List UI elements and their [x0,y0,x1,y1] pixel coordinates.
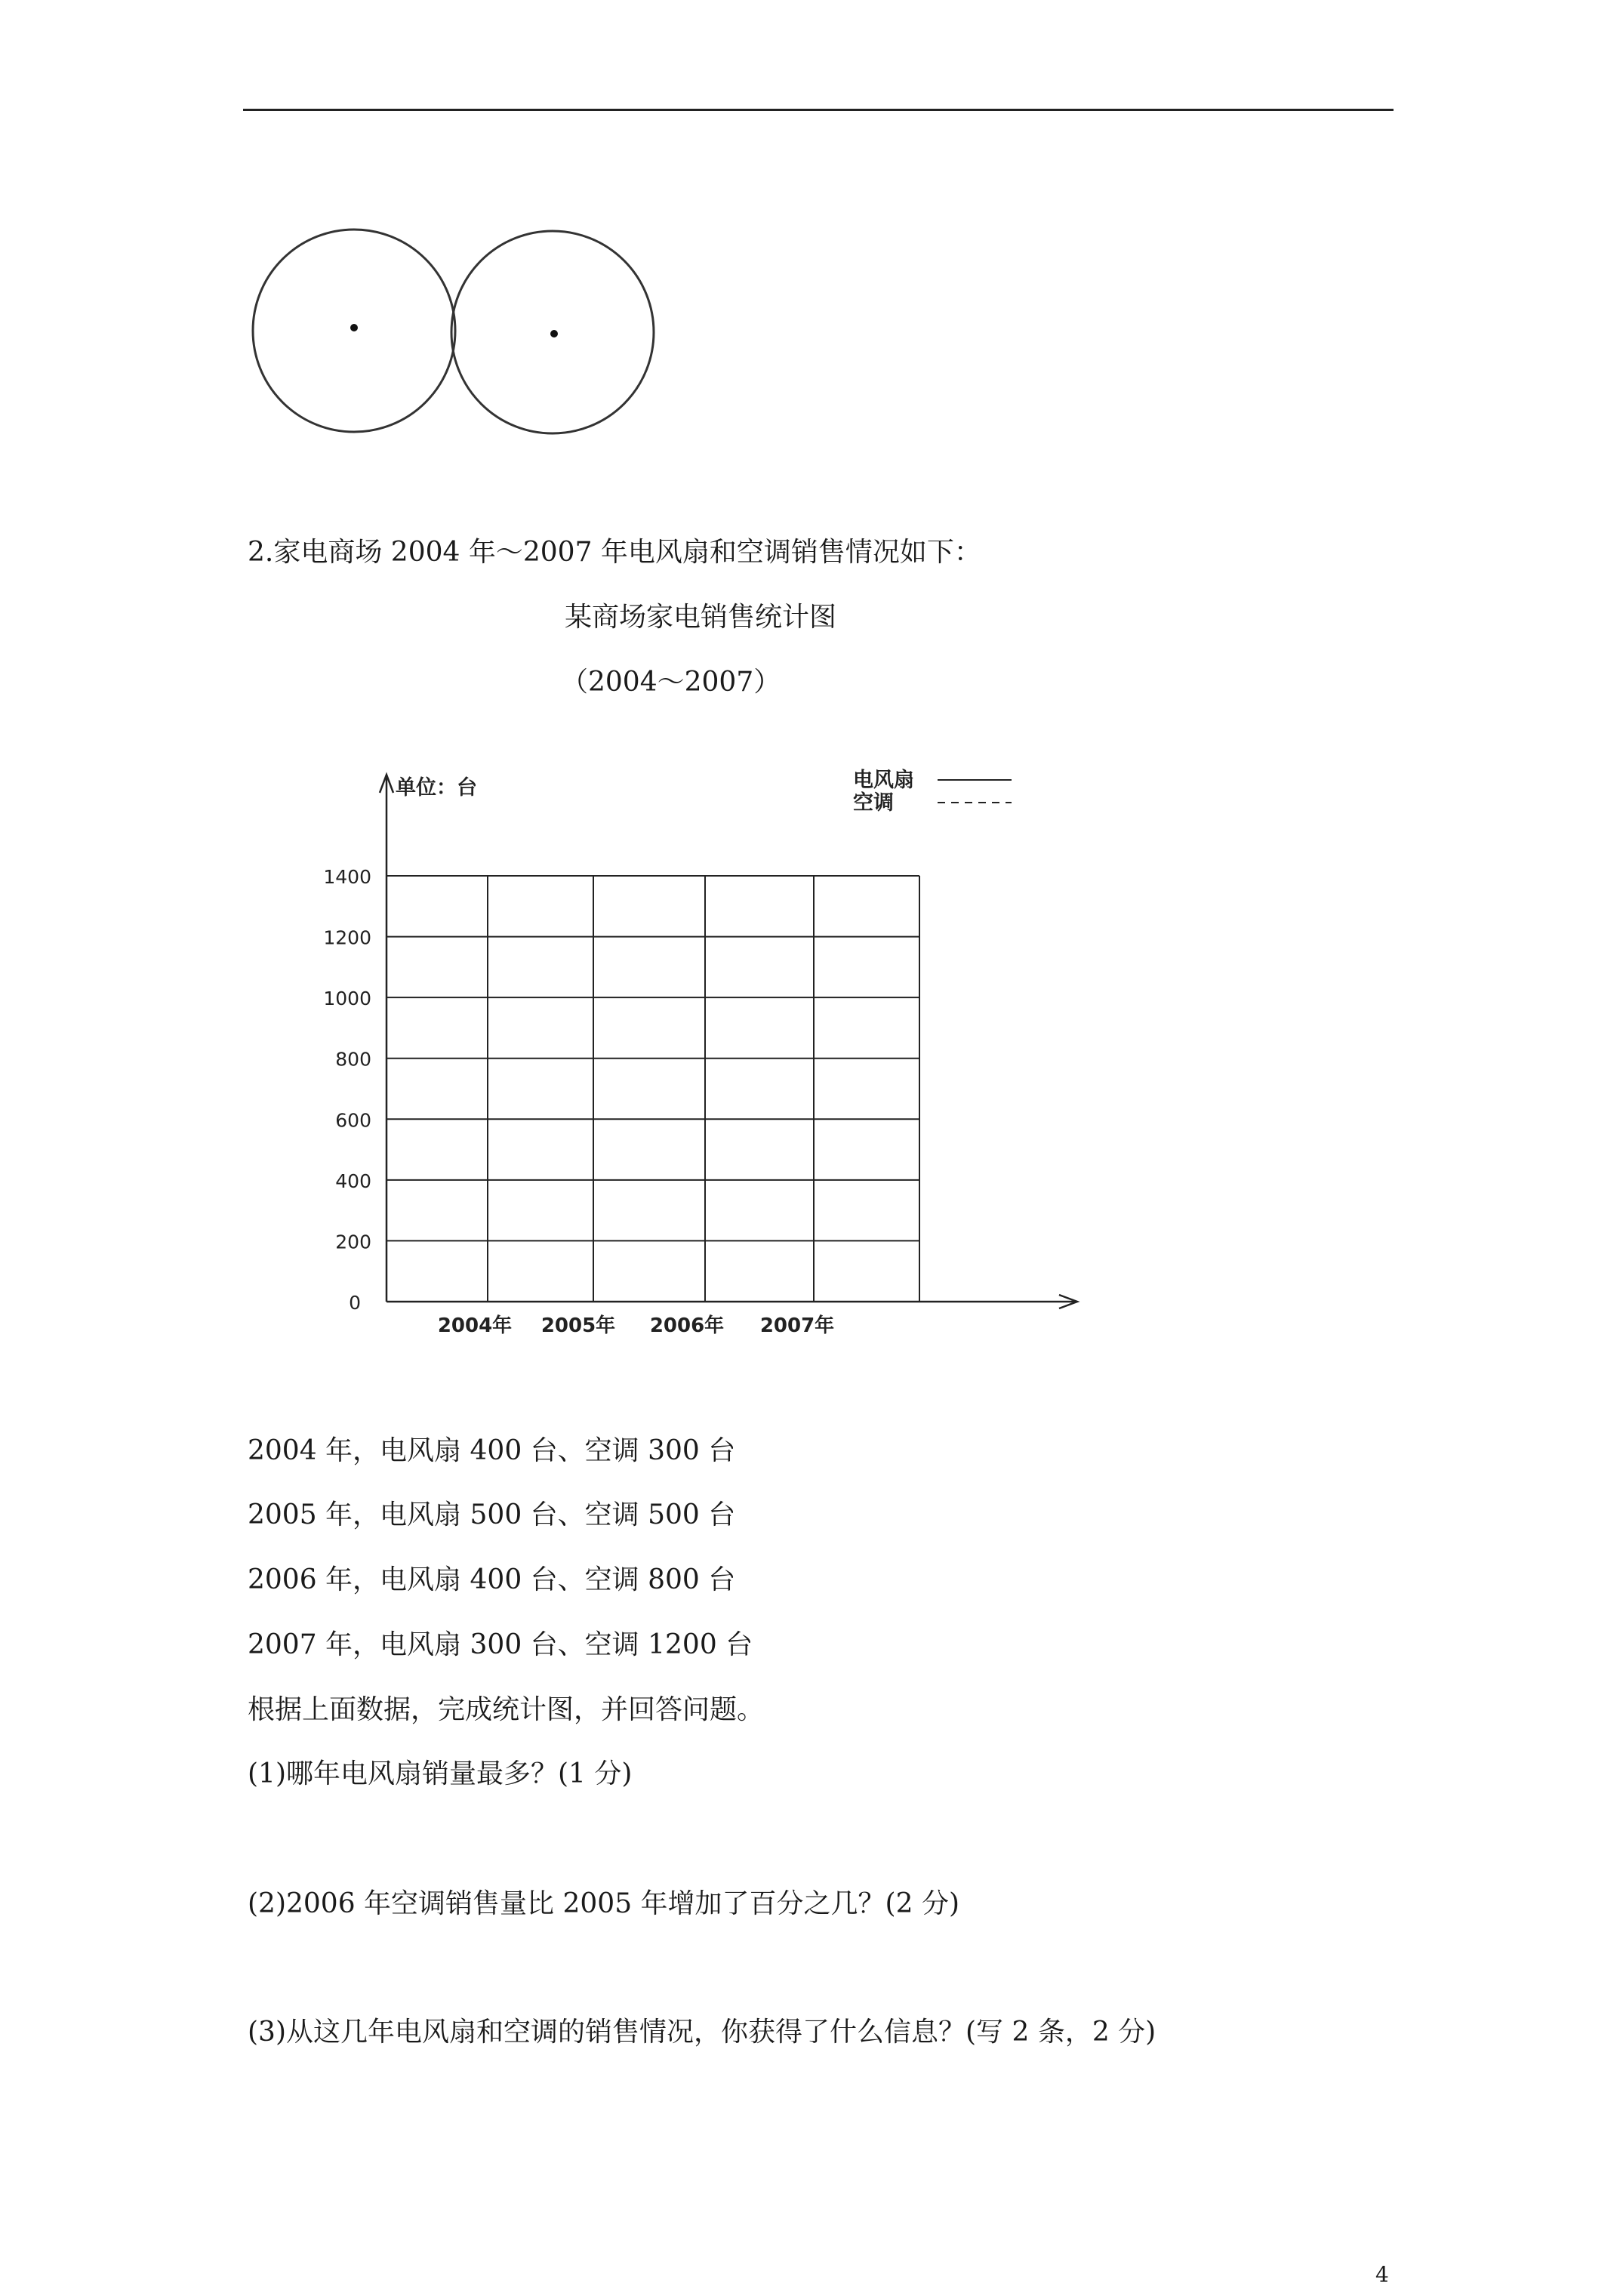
x-category-label: 2006年 [649,1314,725,1337]
x-category-label: 2004年 [437,1314,513,1337]
y-tick-label: 800 [335,1048,371,1071]
sub-question-1: (1)哪年电风扇销量最多？(1 分) [248,1758,633,1789]
y-tick-label: 0 [349,1292,361,1314]
sales-chart [302,755,1102,1359]
chart-subtitle: （2004～2007） [561,667,781,698]
data-line-2006: 2006 年，电风扇 400 台、空调 800 台 [248,1564,736,1595]
page-number: 4 [1375,2262,1389,2287]
sub-question-2: (2)2006 年空调销售量比 2005 年增加了百分之几？(2 分) [248,1888,959,1919]
x-category-label: 2007年 [759,1314,835,1337]
x-category-label: 2005年 [540,1314,616,1337]
y-tick-label: 400 [335,1170,371,1192]
y-tick-label: 1400 [323,866,371,888]
right-circle-center [550,330,558,337]
chart-title: 某商场家电销售统计图 [565,602,837,633]
instruction: 根据上面数据，完成统计图，并回答问题。 [248,1694,765,1725]
data-line-2005: 2005 年，电风扇 500 台、空调 500 台 [248,1499,736,1530]
y-tick-label: 1200 [323,926,371,949]
data-line-2007: 2007 年，电风扇 300 台、空调 1200 台 [248,1629,753,1660]
legend-label: 空调 [853,791,894,815]
sub-question-3: (3)从这几年电风扇和空调的销售情况，你获得了什么信息？(写 2 条，2 分) [248,2017,1156,2048]
question-intro: 2.家电商场 2004 年～2007 年电风扇和空调销售情况如下： [248,537,981,568]
y-tick-label: 600 [335,1109,371,1132]
legend-label: 电风扇 [853,769,914,792]
left-circle-center [350,324,358,331]
two-circles-figure [0,0,679,468]
y-tick-label: 1000 [323,988,371,1010]
data-line-2004: 2004 年，电风扇 400 台、空调 300 台 [248,1435,736,1466]
unit-label: 单位：台 [396,776,477,800]
y-tick-label: 200 [335,1231,371,1253]
